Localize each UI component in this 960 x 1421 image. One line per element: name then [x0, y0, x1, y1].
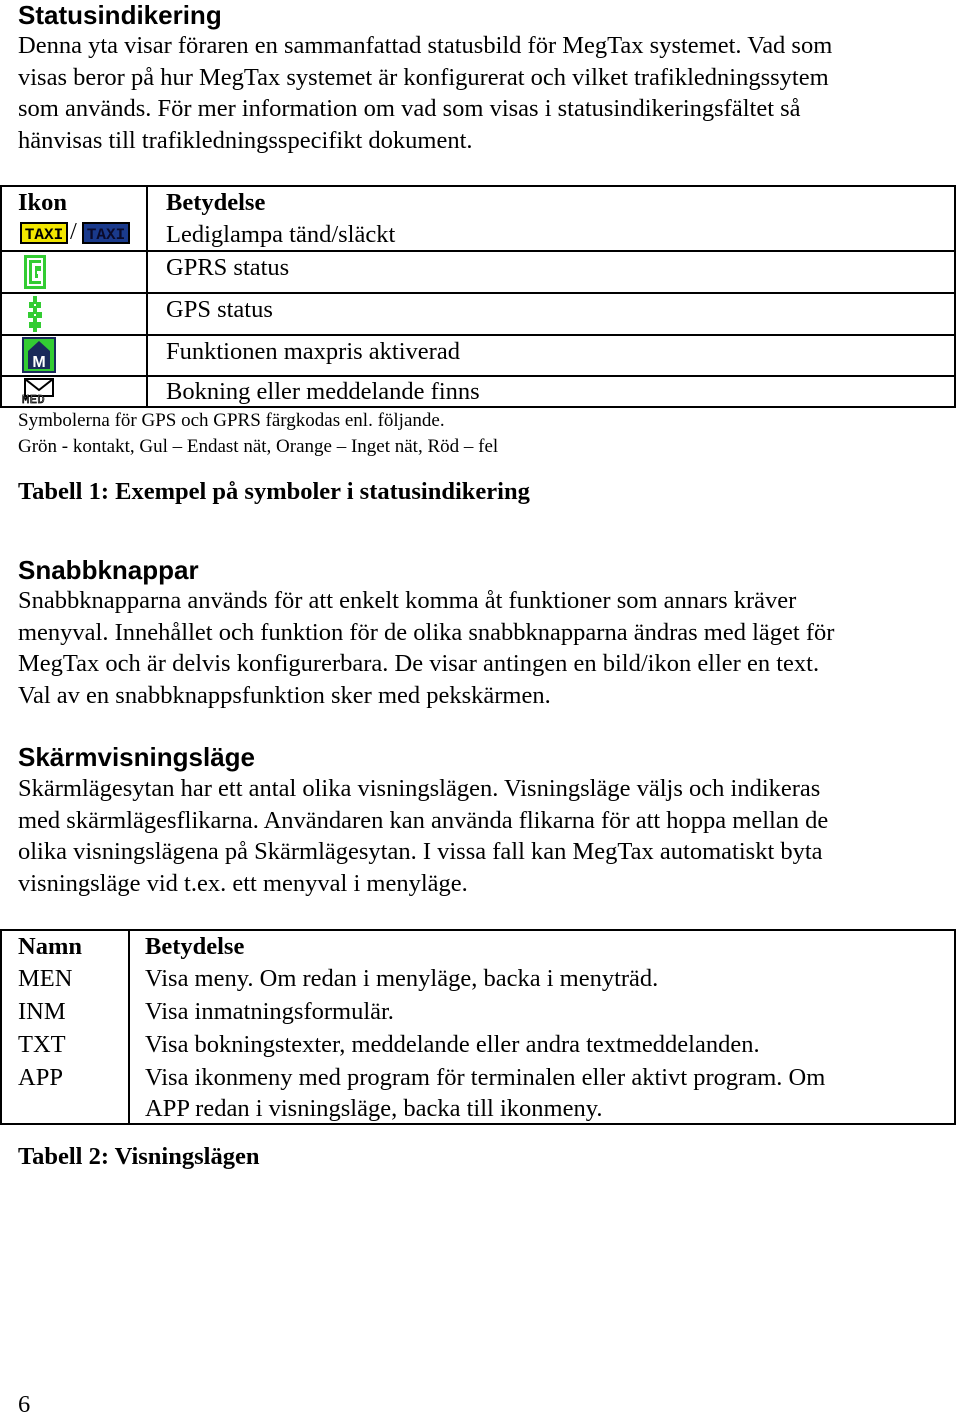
status-paragraph — [18, 30, 953, 156]
maxpris-icon — [22, 337, 56, 373]
text-line: som används. För mer information om vad som visas i statusindikeringsfältet så — [18, 95, 801, 122]
table1-note: Symbolerna för GPS och GPRS färgkodas enl. följande. — [18, 410, 445, 431]
section-heading-skarmvisningslage: Skärmvisningsläge — [18, 742, 255, 772]
text-line: visningsläge vid t.ex. ett menyval i menyläge. — [18, 869, 468, 897]
message-icon — [22, 378, 56, 408]
message-icon-label: MED — [22, 393, 46, 407]
table2-header-betydelse: Betydelse — [145, 933, 245, 960]
text-line: Denna yta visar föraren en sammanfattad statusbild för MegTax systemet. Vad som — [18, 32, 833, 59]
table2-row-name: APP — [18, 1064, 63, 1091]
snabb-paragraph — [18, 585, 953, 711]
table1-row-text: Bokning eller meddelande finns — [166, 378, 480, 405]
table1-row-text: Lediglampa tänd/släckt — [166, 221, 396, 248]
table2-row-text: Visa bokningstexter, meddelande eller andra textmeddelanden. — [145, 1031, 760, 1058]
table2-column-divider — [128, 929, 130, 1125]
text-line: menyval. Innehållet och funktion för de olika snabbknapparna ändras med läget för — [18, 618, 835, 646]
table1-row-divider — [0, 292, 956, 294]
table2-row-text: Visa ikonmeny med program för terminalen eller aktivt program. Om — [145, 1064, 826, 1091]
table1-row-text: GPRS status — [166, 254, 290, 281]
table2-row-name: MEN — [18, 965, 73, 992]
table2-caption: Tabell 2: Visningslägen — [18, 1143, 260, 1170]
gprs-icon — [24, 255, 46, 289]
svg-text:TAXI: TAXI — [86, 226, 126, 244]
section-heading-snabbknappar: Snabbknappar — [18, 555, 199, 585]
text-line: Val av en snabbknappsfunktion sker med pekskärmen. — [18, 681, 551, 709]
skarm-paragraph — [18, 773, 953, 899]
page-number: 6 — [18, 1391, 31, 1418]
table2-row-text: APP redan i visningsläge, backa till ikonmeny. — [145, 1095, 603, 1122]
text-line: Snabbknapparna används för att enkelt komma åt funktioner som annars kräver — [18, 587, 797, 614]
table1-caption: Tabell 1: Exempel på symboler i statusindikering — [18, 478, 530, 505]
section-heading-statusindikering: Statusindikering — [18, 0, 222, 30]
text-line: MegTax och är delvis konfigurerbara. De visar antingen en bild/ikon eller en text. — [18, 650, 820, 677]
text-line: Skärmlägesytan har ett antal olika visningslägen. Visningsläge väljs och indikeras — [18, 775, 821, 802]
table2-row-name: INM — [18, 998, 66, 1025]
text-line: hänvisas till trafikledningsspecifikt dokument. — [18, 126, 473, 154]
table2-row-text: Visa inmatningsformulär. — [145, 998, 394, 1025]
taxi-separator: / — [70, 218, 77, 245]
table1-row-divider — [0, 334, 956, 336]
table1-row-text: Funktionen maxpris aktiverad — [166, 338, 460, 365]
taxi-off-icon — [82, 222, 130, 244]
table1-header-betydelse: Betydelse — [166, 189, 266, 216]
table1-note: Grön - kontakt, Gul – Endast nät, Orange – Inget nät, Röd – fel — [18, 436, 499, 457]
text-line: olika visningslägena på Skärmlägesytan. I vissa fall kan MegTax automatiskt byta — [18, 838, 823, 865]
table2-row-text: Visa meny. Om redan i menyläge, backa i menyträd. — [145, 965, 659, 992]
gps-icon — [28, 296, 42, 332]
table2-row-name: TXT — [18, 1031, 66, 1058]
svg-text:TAXI: TAXI — [24, 226, 64, 244]
svg-text:M: M — [32, 354, 46, 371]
text-line: med skärmlägesflikarna. Användaren kan använda flikarna för att hoppa mellan de — [18, 806, 829, 834]
table1-row-text: GPS status — [166, 296, 273, 323]
table1-header-ikon: Ikon — [18, 189, 68, 216]
text-line: visas beror på hur MegTax systemet är konfigurerat och vilket trafikledningssytem — [18, 63, 829, 91]
table2-header-namn: Namn — [18, 933, 82, 960]
table1-row-divider — [0, 250, 956, 252]
